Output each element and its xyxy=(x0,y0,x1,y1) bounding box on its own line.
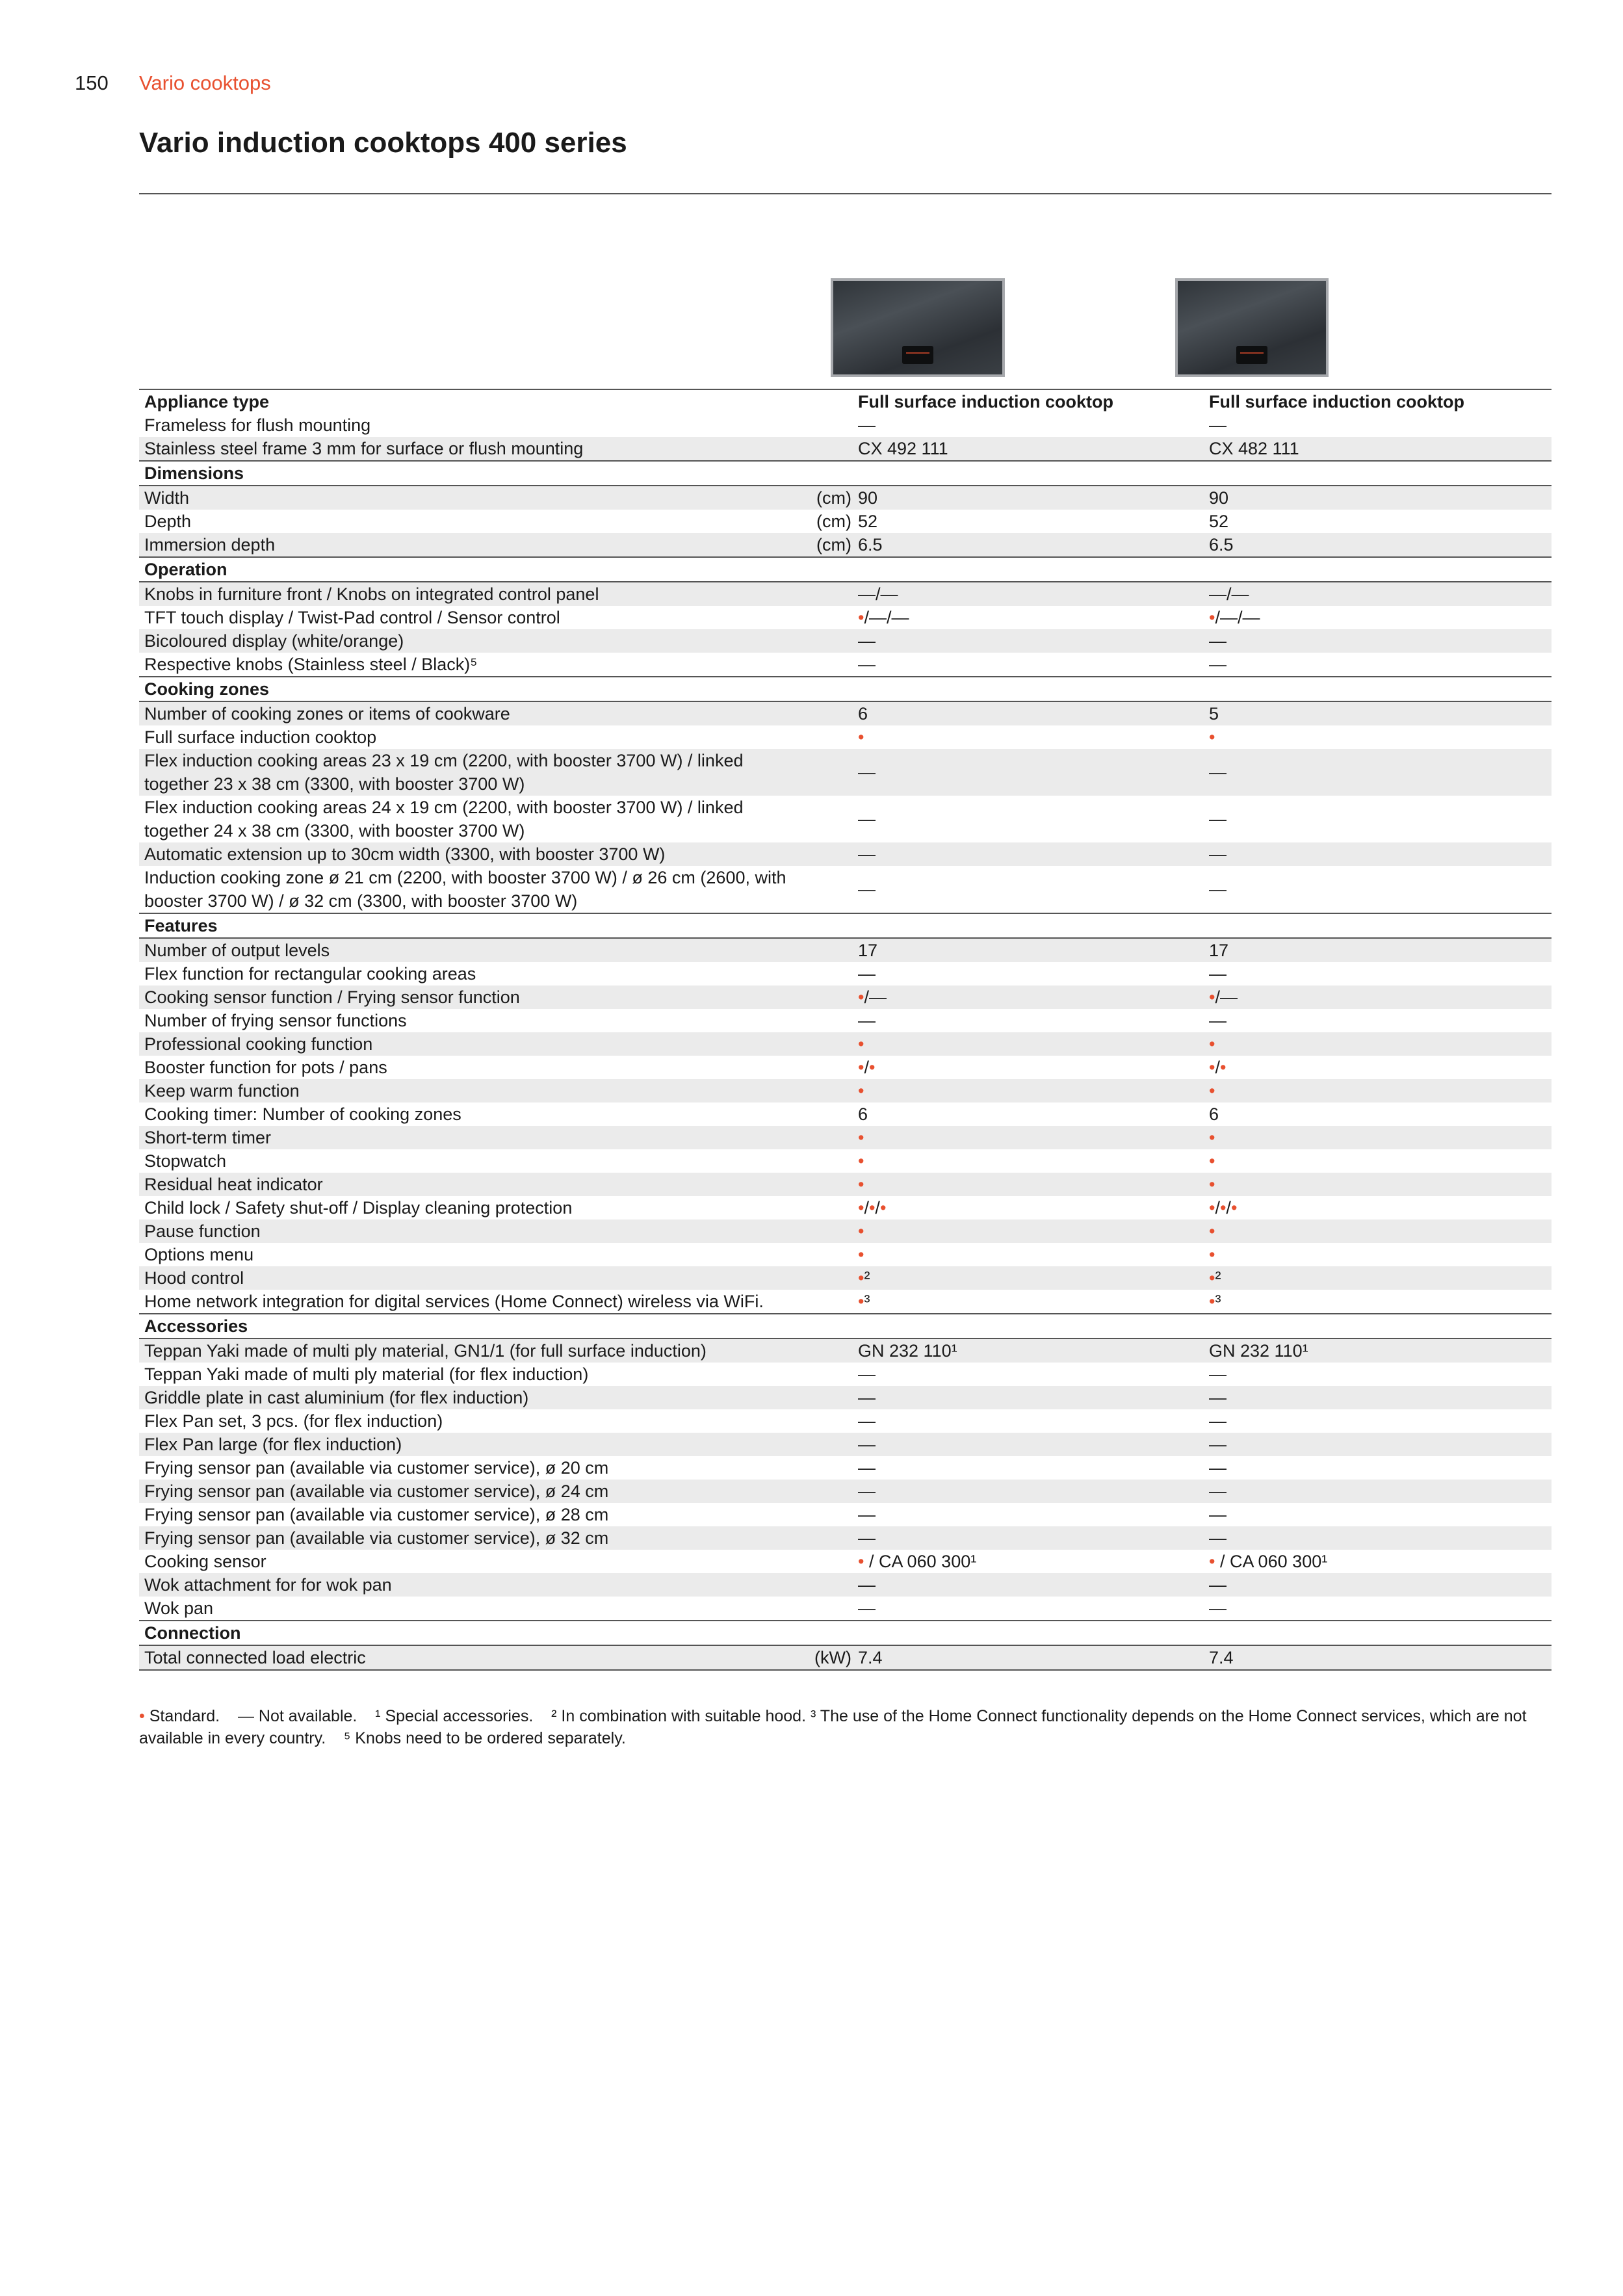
spec-value-cx482 xyxy=(1209,1149,1552,1173)
spec-unit xyxy=(799,1243,858,1266)
spec-value-cx492: • / CA 060 300¹ xyxy=(858,1552,977,1571)
bullet-icon: • xyxy=(858,1034,864,1054)
bullet-icon: • xyxy=(1209,727,1215,747)
spec-unit xyxy=(799,1126,858,1149)
spec-value-cx482: 5 xyxy=(1209,704,1219,724)
spec-value-cx492: 6 xyxy=(858,704,868,724)
product-1-type: Full surface induction cooktop xyxy=(858,392,1114,411)
control-pad xyxy=(902,346,933,364)
spec-unit: (cm) xyxy=(816,535,851,554)
spec-label: Cooking timer: Number of cooking zones xyxy=(144,1104,461,1124)
spec-row xyxy=(139,1196,1552,1220)
spec-unit xyxy=(799,437,858,460)
spec-label: Flex induction cooking areas 24 x 19 cm (2200, with booster 3700 W) / linked together 24 x 38 cm (3300, with booster 3700 W) xyxy=(144,798,744,841)
spec-value-cx492: — xyxy=(858,1598,876,1618)
spec-value-cx492: — xyxy=(858,763,876,782)
spec-value-cx482: CX 482 111 xyxy=(1209,439,1299,458)
bullet-icon: • xyxy=(858,1151,864,1171)
page-number: 150 xyxy=(75,72,109,94)
spec-row xyxy=(139,1009,1552,1032)
spec-unit xyxy=(799,1196,858,1220)
spec-row xyxy=(139,1386,1552,1409)
spec-value-cx482: — xyxy=(1209,1411,1227,1431)
spec-value-cx482: — xyxy=(1209,1598,1227,1618)
spec-value-cx492 xyxy=(858,1079,1209,1102)
footnote-1: ¹ Special accessories. xyxy=(375,1707,534,1725)
spec-value-cx482: •/• xyxy=(1209,1058,1227,1077)
spec-unit xyxy=(799,842,858,866)
spec-label: TFT touch display / Twist-Pad control / Sensor control xyxy=(144,608,560,627)
spec-row xyxy=(139,1079,1552,1102)
spec-unit xyxy=(799,1032,858,1056)
spec-label: Hood control xyxy=(144,1268,244,1288)
spec-unit xyxy=(799,702,858,725)
bullet-icon: • xyxy=(139,1707,145,1725)
spec-unit xyxy=(799,962,858,985)
bullet-icon: • xyxy=(858,987,864,1007)
bullet-icon: • xyxy=(1209,1034,1215,1054)
spec-label: Options menu xyxy=(144,1245,254,1264)
spec-value-cx492: — xyxy=(858,1458,876,1478)
spec-value-cx492: — xyxy=(858,415,876,435)
bullet-icon: • xyxy=(1209,1268,1215,1288)
bullet-icon: • xyxy=(1209,987,1215,1007)
bullet-icon: • xyxy=(858,1128,864,1147)
spec-unit xyxy=(799,1056,858,1079)
spec-value-cx482: — xyxy=(1209,1435,1227,1454)
spec-unit xyxy=(799,866,858,913)
bullet-icon: • xyxy=(1209,608,1215,627)
spec-label: Professional cooking function xyxy=(144,1034,373,1054)
spec-label: Frameless for flush mounting xyxy=(144,415,371,435)
bullet-icon: • xyxy=(1209,1221,1215,1241)
spec-unit: (kW) xyxy=(814,1648,851,1667)
spec-label: Pause function xyxy=(144,1221,261,1241)
spec-value-cx482 xyxy=(1209,1220,1552,1243)
spec-value-cx492 xyxy=(858,1126,1209,1149)
spec-row xyxy=(139,510,1552,533)
spec-row xyxy=(139,1243,1552,1266)
spec-unit xyxy=(799,1363,858,1386)
bullet-icon: • xyxy=(1209,1292,1215,1311)
product-image-cx492 xyxy=(831,278,1005,377)
footnote-not-available: — Not available. xyxy=(237,1707,357,1725)
spec-value-cx492: — xyxy=(858,844,876,864)
spec-label: Short-term timer xyxy=(144,1128,272,1147)
spec-value-cx482: •/— xyxy=(1209,987,1238,1007)
bullet-icon: • xyxy=(858,608,864,627)
footnote-2: ² In combination with suitable hood. xyxy=(551,1707,807,1725)
spec-value-cx492: — xyxy=(858,655,876,674)
spec-unit xyxy=(799,1386,858,1409)
spec-label: Frying sensor pan (available via customer service), ø 20 cm xyxy=(144,1458,609,1478)
spec-value-cx482 xyxy=(1209,1126,1552,1149)
spec-row xyxy=(139,702,1552,725)
spec-row xyxy=(139,1550,1552,1573)
spec-value-cx492: •/—/— xyxy=(858,608,909,627)
spec-row xyxy=(139,582,1552,606)
spec-label: Cooking sensor xyxy=(144,1552,266,1571)
spec-value-cx482: — xyxy=(1209,1388,1227,1407)
footnote-standard: Standard. xyxy=(149,1707,220,1725)
spec-value-cx492: — xyxy=(858,1011,876,1030)
bullet-icon: • xyxy=(858,727,864,747)
spec-unit xyxy=(799,1597,858,1620)
spec-value-cx482: — xyxy=(1209,844,1227,864)
spec-row xyxy=(139,962,1552,985)
spec-label: Bicoloured display (white/orange) xyxy=(144,631,404,651)
control-pad xyxy=(1236,346,1267,364)
spec-row xyxy=(139,486,1552,510)
spec-value-cx482 xyxy=(1209,1079,1552,1102)
spec-row xyxy=(139,939,1552,962)
spec-value-cx492 xyxy=(858,1243,1209,1266)
spec-value-cx482: 6 xyxy=(1209,1104,1219,1124)
spec-unit xyxy=(799,1550,858,1573)
spec-value-cx492: 52 xyxy=(858,512,878,531)
spec-unit xyxy=(799,1009,858,1032)
spec-value-cx492: GN 232 110¹ xyxy=(858,1341,957,1361)
spec-row xyxy=(139,1290,1552,1313)
spec-value-cx482: —/— xyxy=(1209,584,1249,604)
spec-unit: (cm) xyxy=(816,488,851,508)
spec-label: Width xyxy=(144,488,190,508)
spec-value-cx492: 6.5 xyxy=(858,535,883,554)
spec-value-cx482: — xyxy=(1209,763,1227,782)
spec-row xyxy=(139,842,1552,866)
spec-label: Flex induction cooking areas 23 x 19 cm (2200, with booster 3700 W) / linked together 23 x 38 cm (3300, with booster 3700 W) xyxy=(144,751,744,794)
appliance-type-label: Appliance type xyxy=(144,392,270,411)
spec-row xyxy=(139,1573,1552,1597)
spec-row xyxy=(139,1266,1552,1290)
spec-value-cx482: 90 xyxy=(1209,488,1229,508)
spec-label: Child lock / Safety shut-off / Display cleaning protection xyxy=(144,1198,573,1218)
spec-value-cx492: 6 xyxy=(858,1104,868,1124)
spec-value-cx482: • / CA 060 300¹ xyxy=(1209,1552,1328,1571)
spec-value-cx482: •² xyxy=(1209,1268,1221,1288)
spec-value-cx492 xyxy=(858,1173,1209,1196)
bullet-icon: • xyxy=(1209,1245,1215,1264)
group-connection: Connection xyxy=(139,1620,1552,1646)
spec-row xyxy=(139,1220,1552,1243)
spec-value-cx482: — xyxy=(1209,1481,1227,1501)
group-dimensions: Dimensions xyxy=(139,460,1552,486)
spec-row xyxy=(139,985,1552,1009)
spec-value-cx492: 90 xyxy=(858,488,878,508)
spec-unit xyxy=(799,582,858,606)
bullet-icon: • xyxy=(1219,1058,1227,1077)
bullet-icon: • xyxy=(858,1552,864,1571)
spec-label: Frying sensor pan (available via customer service), ø 24 cm xyxy=(144,1481,609,1501)
spec-value-cx482: 17 xyxy=(1209,941,1229,960)
spec-value-cx482: — xyxy=(1209,415,1227,435)
spec-row xyxy=(139,749,1552,796)
spec-value-cx492: 7.4 xyxy=(858,1648,883,1667)
spec-label: Stainless steel frame 3 mm for surface or flush mounting xyxy=(144,439,584,458)
spec-label: Number of output levels xyxy=(144,941,330,960)
spec-unit xyxy=(799,1266,858,1290)
spec-label: Wok pan xyxy=(144,1598,214,1618)
spec-value-cx482: — xyxy=(1209,631,1227,651)
spec-row xyxy=(139,1646,1552,1671)
spec-unit xyxy=(799,796,858,842)
spec-unit xyxy=(799,413,858,437)
spec-label: Knobs in furniture front / Knobs on integrated control panel xyxy=(144,584,599,604)
spec-unit xyxy=(799,749,858,796)
spec-value-cx482: — xyxy=(1209,1505,1227,1524)
spec-row xyxy=(139,1149,1552,1173)
bullet-icon: • xyxy=(1230,1198,1238,1218)
group-cooking-zones: Cooking zones xyxy=(139,676,1552,702)
spec-label: Teppan Yaki made of multi ply material, GN1/1 (for full surface induction) xyxy=(144,1341,707,1361)
spec-value-cx492 xyxy=(858,725,1209,749)
spec-label: Induction cooking zone ø 21 cm (2200, with booster 3700 W) / ø 26 cm (2600, with booster 3700 W) / ø 32 cm (3300, with booster 3700 W) xyxy=(144,868,786,911)
bullet-icon: • xyxy=(1209,1081,1215,1101)
spec-label: Teppan Yaki made of multi ply material (for flex induction) xyxy=(144,1364,589,1384)
spec-value-cx482: — xyxy=(1209,809,1227,829)
spec-value-cx482: — xyxy=(1209,655,1227,674)
spec-value-cx482 xyxy=(1209,1173,1552,1196)
spec-label: Booster function for pots / pans xyxy=(144,1058,387,1077)
spec-row xyxy=(139,606,1552,629)
spec-value-cx492: 17 xyxy=(858,941,878,960)
spec-value-cx492: — xyxy=(858,1575,876,1595)
spec-value-cx492: — xyxy=(858,809,876,829)
spec-value-cx492: — xyxy=(858,880,876,899)
spec-unit xyxy=(799,606,858,629)
spec-value-cx492: —/— xyxy=(858,584,898,604)
spec-row xyxy=(139,629,1552,653)
spec-label: Griddle plate in cast aluminium (for flex induction) xyxy=(144,1388,529,1407)
section-title: Vario cooktops xyxy=(139,72,271,94)
spec-row xyxy=(139,653,1552,676)
spec-value-cx492: — xyxy=(858,964,876,984)
bullet-icon: • xyxy=(1209,1198,1215,1218)
spec-label: Frying sensor pan (available via customer service), ø 32 cm xyxy=(144,1528,609,1548)
spec-unit xyxy=(799,1480,858,1503)
spec-unit xyxy=(799,1173,858,1196)
spec-value-cx482: •³ xyxy=(1209,1292,1221,1311)
product-image-cx482 xyxy=(1175,278,1329,377)
spec-value-cx492: — xyxy=(858,1388,876,1407)
spec-unit xyxy=(799,629,858,653)
spec-unit xyxy=(799,939,858,962)
page-title: Vario induction cooktops 400 series xyxy=(139,127,627,159)
spec-row xyxy=(139,1363,1552,1386)
spec-unit xyxy=(799,1503,858,1526)
spec-value-cx492: CX 492 111 xyxy=(858,439,948,458)
spec-row xyxy=(139,1503,1552,1526)
spec-value-cx492: •² xyxy=(858,1268,870,1288)
bullet-icon: • xyxy=(858,1292,864,1311)
spec-value-cx482: — xyxy=(1209,1575,1227,1595)
spec-value-cx482: — xyxy=(1209,1011,1227,1030)
spec-label: Number of frying sensor functions xyxy=(144,1011,407,1030)
spec-unit xyxy=(799,1526,858,1550)
bullet-icon: • xyxy=(1209,1552,1215,1571)
spec-row xyxy=(139,1433,1552,1456)
spec-label: Automatic extension up to 30cm width (3300, with booster 3700 W) xyxy=(144,844,666,864)
spec-label: Flex function for rectangular cooking areas xyxy=(144,964,476,984)
spec-label: Flex Pan set, 3 pcs. (for flex induction) xyxy=(144,1411,443,1431)
spec-row xyxy=(139,1456,1552,1480)
group-accessories: Accessories xyxy=(139,1313,1552,1339)
bullet-icon: • xyxy=(858,1081,864,1101)
spec-table xyxy=(139,389,1552,1671)
bullet-icon: • xyxy=(858,1058,864,1077)
spec-value-cx492 xyxy=(858,1220,1209,1243)
bullet-icon: • xyxy=(1209,1151,1215,1171)
spec-value-cx492: •/• xyxy=(858,1058,876,1077)
spec-label: Flex Pan large (for flex induction) xyxy=(144,1435,402,1454)
spec-value-cx482: — xyxy=(1209,1528,1227,1548)
product-2-type: Full surface induction cooktop xyxy=(1209,392,1465,411)
spec-unit xyxy=(799,1339,858,1363)
bullet-icon: • xyxy=(868,1198,876,1218)
spec-label: Immersion depth xyxy=(144,535,276,554)
spec-value-cx482: — xyxy=(1209,1458,1227,1478)
spec-label: Cooking sensor function / Frying sensor function xyxy=(144,987,520,1007)
title-rule xyxy=(139,193,1552,194)
spec-value-cx482: — xyxy=(1209,964,1227,984)
spec-unit xyxy=(799,653,858,676)
spec-value-cx492: — xyxy=(858,1364,876,1384)
bullet-icon: • xyxy=(1219,1198,1227,1218)
spec-value-cx482: 6.5 xyxy=(1209,535,1234,554)
spec-unit xyxy=(799,985,858,1009)
spec-row xyxy=(139,1032,1552,1056)
spec-label: Stopwatch xyxy=(144,1151,227,1171)
appliance-type-row xyxy=(139,390,1552,413)
spec-row xyxy=(139,1126,1552,1149)
spec-value-cx482 xyxy=(1209,1243,1552,1266)
spec-row xyxy=(139,796,1552,842)
spec-value-cx492 xyxy=(858,1149,1209,1173)
spec-value-cx492: — xyxy=(858,1411,876,1431)
spec-unit xyxy=(799,725,858,749)
bullet-icon: • xyxy=(858,1221,864,1241)
spec-unit xyxy=(799,1102,858,1126)
spec-label: Full surface induction cooktop xyxy=(144,727,377,747)
bullet-icon: • xyxy=(858,1198,864,1218)
spec-value-cx492 xyxy=(858,1032,1209,1056)
spec-label: Respective knobs (Stainless steel / Black)⁵ xyxy=(144,655,478,674)
spec-value-cx482 xyxy=(1209,725,1552,749)
spec-unit xyxy=(799,1409,858,1433)
spec-label: Depth xyxy=(144,512,192,531)
bullet-icon: • xyxy=(879,1198,887,1218)
spec-row xyxy=(139,1056,1552,1079)
spec-row xyxy=(139,1339,1552,1363)
spec-unit xyxy=(799,1573,858,1597)
spec-unit xyxy=(799,1433,858,1456)
spec-row xyxy=(139,533,1552,556)
spec-unit xyxy=(799,1149,858,1173)
spec-value-cx482: 7.4 xyxy=(1209,1648,1234,1667)
spec-unit xyxy=(799,1456,858,1480)
spec-row xyxy=(139,1526,1552,1550)
spec-label: Frying sensor pan (available via customer service), ø 28 cm xyxy=(144,1505,609,1524)
bullet-icon: • xyxy=(1209,1058,1215,1077)
spec-value-cx482: — xyxy=(1209,1364,1227,1384)
group-operation: Operation xyxy=(139,556,1552,582)
spec-value-cx492: •/— xyxy=(858,987,887,1007)
spec-value-cx492: — xyxy=(858,1481,876,1501)
spec-value-cx482: •/—/— xyxy=(1209,608,1260,627)
spec-row xyxy=(139,413,1552,437)
spec-value-cx482: — xyxy=(1209,880,1227,899)
bullet-icon: • xyxy=(1209,1128,1215,1147)
spec-row xyxy=(139,866,1552,913)
footnote-5: ⁵ Knobs need to be ordered separately. xyxy=(343,1729,626,1747)
spec-value-cx492: — xyxy=(858,1528,876,1548)
spec-value-cx492: •/•/• xyxy=(858,1198,887,1218)
bullet-icon: • xyxy=(868,1058,876,1077)
spec-unit xyxy=(799,1290,858,1313)
spec-label: Wok attachment for for wok pan xyxy=(144,1575,392,1595)
bullet-icon: • xyxy=(858,1245,864,1264)
spec-value-cx492: — xyxy=(858,631,876,651)
spec-value-cx482: 52 xyxy=(1209,512,1229,531)
spec-row xyxy=(139,437,1552,460)
group-features: Features xyxy=(139,913,1552,939)
spec-label: Number of cooking zones or items of cookware xyxy=(144,704,510,724)
bullet-icon: • xyxy=(1209,1175,1215,1194)
footnote-3: ³ The use of the Home Connect functionality depends on the Home Connect services, which are not available in every country. xyxy=(139,1707,1527,1747)
spec-row xyxy=(139,1480,1552,1503)
spec-value-cx482 xyxy=(1209,1032,1552,1056)
spec-row xyxy=(139,1102,1552,1126)
spec-value-cx482: •/•/• xyxy=(1209,1198,1238,1218)
spec-unit xyxy=(799,1079,858,1102)
footnotes xyxy=(139,1705,1552,1749)
spec-label: Keep warm function xyxy=(144,1081,300,1101)
spec-value-cx492: — xyxy=(858,1435,876,1454)
bullet-icon: • xyxy=(858,1268,864,1288)
spec-row xyxy=(139,1409,1552,1433)
spec-label: Residual heat indicator xyxy=(144,1175,323,1194)
bullet-icon: • xyxy=(858,1175,864,1194)
spec-label: Home network integration for digital services (Home Connect) wireless via WiFi. xyxy=(144,1292,764,1311)
spec-row xyxy=(139,725,1552,749)
spec-row xyxy=(139,1597,1552,1620)
spec-value-cx482: GN 232 110¹ xyxy=(1209,1341,1308,1361)
spec-unit: (cm) xyxy=(816,512,851,531)
spec-label: Total connected load electric xyxy=(144,1648,366,1667)
spec-unit xyxy=(799,1220,858,1243)
spec-value-cx492: •³ xyxy=(858,1292,870,1311)
spec-value-cx492: — xyxy=(858,1505,876,1524)
spec-row xyxy=(139,1173,1552,1196)
